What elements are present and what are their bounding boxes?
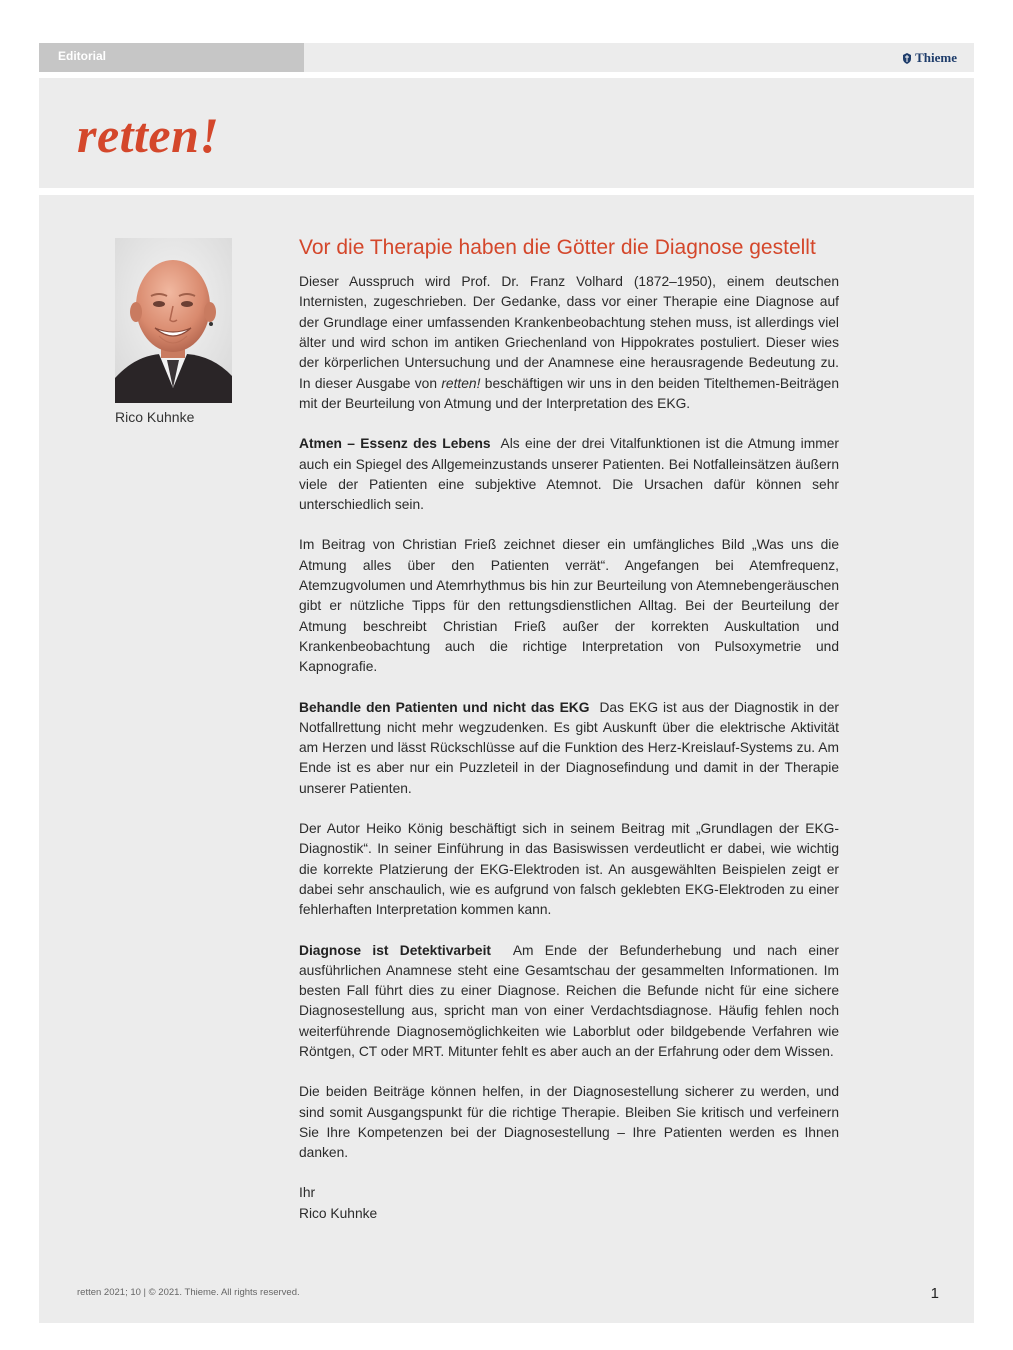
- intro-paragraph: [299, 272, 839, 414]
- journal-name-inline: retten!: [441, 375, 481, 391]
- section-text-atmen: Als eine der drei Vitalfunktionen ist die Atmung immer auch ein Spiegel des Allgemeinzustands unserer Patienten. Bei Notfalleinsätzen äußern viele der Patienten eine subjektive Atemnot. Die Ursachen dafür können sehr unterschiedlich sein.: [299, 436, 840, 513]
- editorial-article: [299, 235, 839, 1224]
- article-title: Vor die Therapie haben die Götter die Diagnose gestellt: [299, 236, 816, 259]
- journal-header: [39, 78, 974, 188]
- section-heading-ekg: Behandle den Patienten und nicht das EKG: [299, 699, 590, 715]
- section-heading-atmen: Atmen – Essenz des Lebens: [299, 436, 491, 452]
- photo-caption: Rico Kuhnke: [115, 409, 195, 425]
- section-tab: [39, 43, 304, 72]
- author-photo: [115, 238, 232, 403]
- paragraph-koenig: Der Autor Heiko König beschäftigt sich in seinem Beitrag mit „Grundlagen der EKG-Diagnostik“. In seiner Einführung in das Basiswissen verdeutlicht er dabei, wie wichtig die korrekte Platzierung der EKG-Elektroden ist. An ausgewählten Beispielen zeigt er dabei sehr anschaulich, wie es aufgrund von falsch geklebten EKG-Elektroden zu einer fehlerhaften Interpretation kommen kann.: [299, 821, 839, 918]
- publisher-name: Thieme: [915, 50, 957, 65]
- intro-text-end: beschäftigen wir uns in den beiden Titelthemen-Beiträgen mit der Beurteilung von Atmung und der Interpretation des EKG.: [299, 375, 839, 411]
- editorial-content: [39, 195, 974, 1323]
- closing-paragraph: Die beiden Beiträge können helfen, in der Diagnosestellung sicherer zu werden, und sind somit Ausgangspunkt für die richtige Therapie. Bleiben Sie kritisch und verfeinern Sie Ihre Kompetenzen bei der Diagnosestellung – Ihre Patienten werden es Ihnen danken.: [299, 1084, 839, 1161]
- signature: Rico Kuhnke: [299, 1205, 378, 1221]
- section-text-ekg: Das EKG ist aus der Diagnostik in der Notfallrettung nicht mehr wegzudenken. Es gibt Auskunft über die elektrische Aktivität am Herzen und lässt Rückschlüsse auf die Funktion des Herz-Kreislauf-Systems zu. Am Ende ist es aber nur ein Puzzleteil in der Diagnosefindung und damit in der Therapie unserer Patienten.: [299, 699, 839, 796]
- paragraph-friess: Im Beitrag von Christian Frieß zeichnet dieser ein umfängliches Bild „Was uns die Atmung alles über den Patienten verrät“. Angefangen bei Atemfrequenz, Atemzugvolumen und Atemrhythmus bis hin zur Beurteilung von Atemnebengeräuschen gibt er nützliche Tipps für den rettungsdienstlichen Alltag. Bei der Beurteilung der Atmung beschreibt Christian Frieß außer der korrekten Auskultation und Krankenbeobachtung auch die richtige Interpretation von Pulsoxymetrie und Kapnografie.: [299, 537, 839, 675]
- signoff: Ihr: [299, 1185, 316, 1201]
- section-label: Editorial: [58, 49, 107, 63]
- footer-citation: retten 2021; 10 | © 2021. Thieme. All rights reserved.: [77, 1287, 300, 1298]
- section-ekg: [299, 698, 839, 799]
- page-number: 1: [930, 1285, 939, 1302]
- section-heading-diagnose: Diagnose ist Detektivarbeit: [299, 942, 492, 958]
- publisher-logo: [902, 50, 957, 66]
- thieme-emblem-icon: [902, 53, 912, 64]
- journal-title: retten!: [77, 107, 220, 163]
- top-bar: [39, 43, 974, 72]
- section-atmen: [299, 434, 839, 515]
- section-diagnose: [299, 941, 839, 1063]
- section-text-diagnose: Am Ende der Befunderhebung und nach einer ausführlichen Anamnese steht eine Gesamtschau der gesammelten Informationen. Im besten Fall führt dies zu einer Diagnose. Reichen die Befunde nicht für eine sichere Diagnosestellung aus, spricht man von einer Verdachtsdiagnose. Häufig fehlen noch weiterführende Diagnosemöglichkeiten wie Laborblut oder bildgebende Verfahren wie Röntgen, CT oder MRT. Mitunter fehlt es aber auch an der Erfahrung oder dem Wissen.: [299, 942, 839, 1059]
- author-portrait-image: [115, 238, 232, 403]
- intro-text-start: Dieser Ausspruch wird Prof. Dr. Franz Volhard (1872–1950), einem deutschen Internisten, zugeschrieben. Der Gedanke, dass vor einer Therapie eine Diagnose auf der Grundlage einer umfassenden Krankenbeobachtung stehen muss, ist allerdings viel älter und wird schon im antiken Griechenland von Hippokrates postuliert. Dieser wies der körperlichen Untersuchung und der Anamnese eine herausragende Bedeutung zu. In dieser Ausgabe von: [299, 274, 839, 391]
